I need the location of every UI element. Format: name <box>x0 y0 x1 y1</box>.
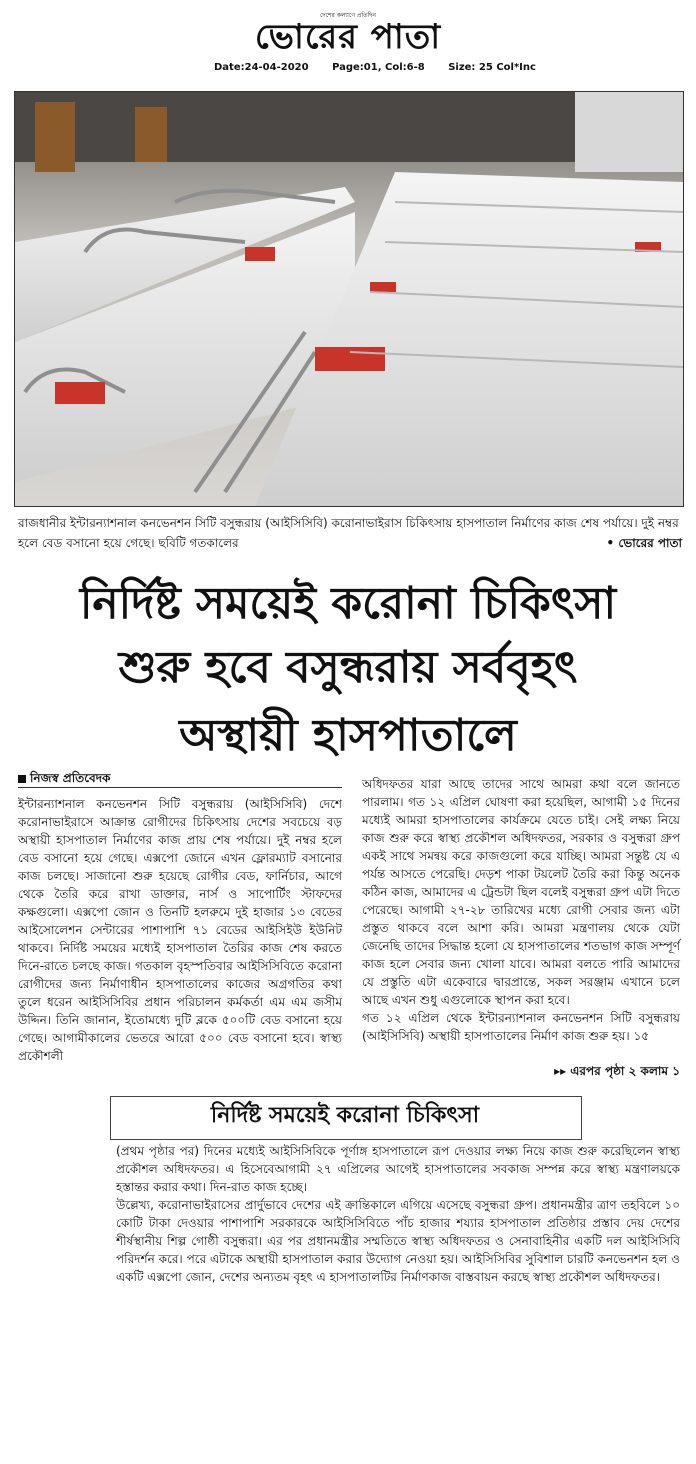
clipping-size: Size: 25 Col*Inc <box>448 62 536 73</box>
continued-reference: ▸▸ এরপর পৃষ্ঠা ২ কলাম ১ <box>554 1064 680 1078</box>
photo-illustration <box>15 92 683 506</box>
headline-line-1: নির্দিষ্ট সময়েই করোনা চিকিৎসা <box>79 578 617 629</box>
clipping-date: Date:24-04-2020 <box>214 62 309 73</box>
continuation-title: নির্দিষ্ট সময়েই করোনা চিকিৎসা <box>210 1103 480 1128</box>
clipping-meta <box>214 62 556 73</box>
headline-line-3: অস্থায়ী হাসপাতালে <box>179 710 517 761</box>
continuation-para-1: (প্রথম পৃষ্ঠার পর) দিনের মধ্যেই আইসিসিবিকে পূর্ণাঙ্গ হাসপাতালে রূপ দেওয়ার লক্ষ্য নিয়ে কাজ শুরু করেছিলেন স্বাস্থ্য প্রকৌশল অধিদফতর। এ হিসেবেআগামী ২৭ এপ্রিলের আগেই হাসপাতালের সবকাজ সম্পন্ন করে স্বাস্থ্য মন্ত্রণালয়কে হস্তান্তর করার কথা। দিন-রাত কাজ হচ্ছে। <box>116 1144 680 1194</box>
masthead-tagline: দেশের কল্যাণে প্রতিদিন <box>320 12 376 19</box>
photo-credit: • ভোরের পাতা <box>606 536 682 550</box>
photo-caption <box>18 513 682 553</box>
continuation-body <box>116 1142 680 1286</box>
column-2-text: অধিদফতর যারা আছে তাদের সাথে আমরা কথা বলে জানতে পারলাম। গত ১২ এপ্রিল ঘোষণা করা হয়েছিল, আগামী ১৫ দিনের মধ্যেই আমরা হাসপাতালের কার্যক্রমে যেতে চাই। সেই লক্ষ্য নিয়ে কাজ শুরু করে স্বাস্থ্য প্রকৌশল অধিদফতর, সরকার ও বসুন্ধরা গ্রুপ একই সাথে সমন্বয় করে কাজগুলো করে যাচ্ছি। আমরা সন্তুষ্ট যে এ পর্যন্ত আসতে পেরেছি। দেড়শ পাকা টয়লেট তৈরি করা কিন্তু অনেক কঠিন কাজ, আমাদের এ ট্রেন্ডটা ছিল বলেই বসুন্ধরা গ্রুপ এটা দিতে পেরেছে। আগামী ২৭-২৮ তারিখের মধ্যে রোগী সেবার জন্য এটা প্রস্তুত থাকবে বলে আশা করি। আমরা মন্ত্রণালয় থেকে যেটা জেনেছি তাদের সিদ্ধান্ত হলো যে হাসপাতালের শতভাগ কাজ সম্পূর্ণ কাজ হলে সেবার জন্য খোলা যাবে। আমরা বলতে পারি আমাদের যে প্রস্তুতি এটা একেবারে দ্বারপ্রান্তে, সকল সরঞ্জাম এখানে চলে আছে এখন শুধু এগুলোকে স্থাপন করা হবে। <box>362 777 680 1007</box>
article-column-2 <box>362 775 680 1045</box>
continued-line <box>362 1062 680 1080</box>
byline-square-icon <box>18 775 26 783</box>
byline-divider <box>18 787 342 788</box>
column-1-text: ইন্টারন্যাশনাল কনভেনশন সিটি বসুন্ধরায় (আইসিসিবি) দেশে করোনাভাইরাসে আক্রান্ত রোগীদের চিকিৎসায় দেশের সবচেয়ে বড় অস্থায়ী হাসপাতাল নির্মাণের কাজ প্রায় শেষ পর্যায়ে। দুই নম্বর হলে বেড বসানো হয়ে গেছে। এক্সপো জোনে এখন ফ্লোরম্যাট বসানোর কাজ চলছে। সাজানো শুরু হয়েছে রোগীর বেড, ফার্নিচার, আগে থেকে তৈরি করে রাখা ডাক্তার, নার্স ও সাপোর্টিং স্টাফদের কক্ষগুলো। এক্সপো জোন ও তিনটি হলরুমে দুই হাজার ১৩ বেডের আইসোলেশন সেন্টারের পাশাপাশি ৭১ বেডের আইসিইউ ইউনিট থাকবে। নির্দিষ্ট সময়ের মধ্যেই হাসপাতাল তৈরির কাজ শেষ করতে দিনে-রাতে চলছে কাজ। গতকাল বৃহস্পতিবার আইসিসিবিতে করোনা রোগীদের জন্য নির্মাণাধীন হাসপাতালের কাজের অগ্রগতির কথা তুলে ধরেন আইসিসিবির প্রধান পরিচালন কর্মকর্তা এম এম জসীম উদ্দিন। তিনি জানান, ইতোমধ্যে দুটি ব্লকে ৫০০টি বেড বসানো হয়ে গেছে। আগামীকালের ভেতরে আরো ৫০০ বেড বসানো হবে। স্বাস্থ্য প্রকৌশলী <box>18 797 342 1063</box>
column-2-text-end: গত ১২ এপ্রিল থেকে ইন্টারন্যাশনাল কনভেনশন সিটি বসুন্ধরায় (আইসিসিবি) অস্থায়ী হাসপাতালের নির্মাণ কাজ শুরু হয়। ১৫ <box>362 1011 680 1043</box>
hospital-beds-photo <box>14 91 684 507</box>
clipping-page: Page:01, Col:6-8 <box>332 62 425 73</box>
caption-text: রাজধানীর ইন্টারন্যাশনাল কনভেনশন সিটি বসুন্ধরায় (আইসিসিবি) করোনাভাইরাস চিকিৎসায় হাসপাতাল নির্মাণের কাজ শেষ পর্যায়ে। দুই নম্বর হলে বেড বসানো হয়ে গেছে। ছবিটি গতকালের <box>18 516 679 550</box>
newspaper-masthead: ভোরের পাতা <box>254 17 442 57</box>
headline-line-2: শুরু হবে বসুন্ধরায় সর্ববৃহৎ <box>118 642 578 693</box>
article-column-1 <box>18 795 342 1395</box>
reporter-name: নিজস্ব প্রতিবেদক <box>30 771 111 785</box>
continuation-para-2: উল্লেখ্য, করোনাভাইরাসের প্রার্দুভাবে দেশের এই ক্রান্তিকালে এগিয়ে এসেছে বসুন্ধরা গ্রুপ। প্রধানমন্ত্রীর ত্রাণ তহবিলে ১০ কোটি টাকা দেওয়ার পাশাপাশি সরকারকে আইসিসিবিতে পাঁচ হাজার শয্যার হাসপাতাল প্রতিষ্ঠার প্রস্তাব দেয় দেশের শীর্ষস্থানীয় শিল্প গোষ্ঠী বসুন্ধরা। এর পর প্রধানমন্ত্রীর সম্মতিতে স্বাস্থ্য অধিদফতর ও সেনাবাহিনীর একটি দল আইসিসিবি পরিদর্শন করে। পরে এটাকে অস্থায়ী হাসপাতাল করার উদ্যোগ নেওয়া হয়। আইসিসিবির সুবিশাল চারটি কনভেনশন হল ও একটি এক্সপো জোন, দেশের অন্যতম বৃহৎ এ হাসপাতালটির নির্মাণকাজ বাস্তবায়ন করছে স্বাস্থ্য প্রকৌশল অধিদফতর। <box>116 1198 680 1284</box>
